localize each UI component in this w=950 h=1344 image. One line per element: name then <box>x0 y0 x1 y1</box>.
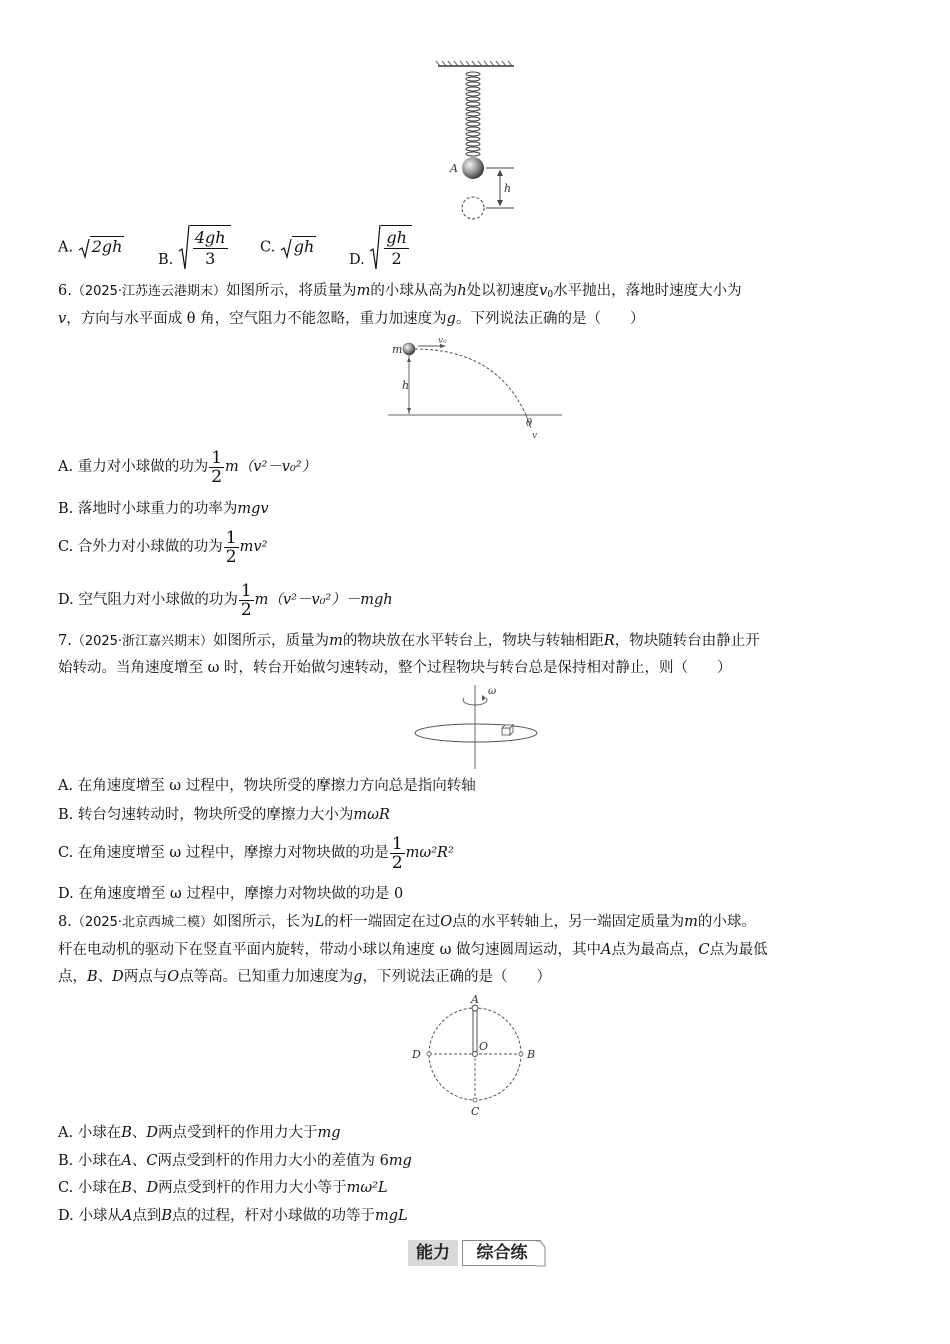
circle-rod-figure <box>408 992 548 1120</box>
q7-stem-line1: 7.（2025·浙江嘉兴期末）如图所示，质量为m的物块放在水平转台上，物块与转轴相距R，物块随转台由静止开 <box>58 633 760 649</box>
spring-ball-figure <box>430 60 530 222</box>
q7-option-c[interactable]: C. 在角速度增至 ω 过程中，摩擦力对物块做的功是 $\frac{1}{2}$ mω²R² <box>58 833 454 873</box>
section-badge-right: 综合练 <box>462 1240 541 1266</box>
q7-source: （2025·浙江嘉兴期末） <box>71 634 214 649</box>
q5-option-b[interactable]: B. $\frac{4gh}{3}$ <box>158 223 231 271</box>
fraction-half: $\frac{1}{2}$ <box>211 447 223 487</box>
label-v0: v₀ <box>438 336 447 346</box>
q7-option-b[interactable]: B. 转台匀速转动时，物块所受的摩擦力大小为mωR <box>58 807 390 823</box>
q6-option-d[interactable]: D. 空气阻力对小球做的功为 $\frac{1}{2}$ m（v²－v₀²）－mgh <box>58 580 393 620</box>
q6-option-a[interactable]: A. 重力对小球做的功为 $\frac{1}{2}$ m（v²－v₀²） <box>58 447 317 487</box>
q8-stem-line2: 杆在电动机的驱动下在竖直平面内旋转，带动小球以角速度 ω 做匀速圆周运动，其中A点为最高点，C点为最低 <box>58 942 768 958</box>
q7-option-a[interactable]: A. 在角速度增至 ω 过程中，物块所受的摩擦力方向总是指向转轴 <box>58 778 476 794</box>
projectile-figure <box>386 334 566 444</box>
section-badge <box>408 1238 546 1268</box>
label-o: O <box>479 1040 489 1053</box>
turntable-figure <box>412 683 542 773</box>
q8-option-c[interactable]: C. 小球在B、D两点受到杆的作用力大小等于mω²L <box>58 1180 388 1196</box>
label-b: B <box>527 1048 536 1061</box>
q8-stem-line1: 8.（2025·北京西城二模）如图所示，长为L的杆一端固定在过O点的水平转轴上，另一端固定质量为m的小球。 <box>58 914 756 930</box>
fraction-half: $\frac{1}{2}$ <box>240 580 252 620</box>
label-a: A <box>471 993 479 1006</box>
label-m: m <box>392 343 403 356</box>
q7-stem-line2: 始转动。当角速度增至 ω 时，转台开始做匀速转动，整个过程物块与转台总是保持相对静止，则（ ） <box>58 660 732 676</box>
label-d: D <box>412 1048 421 1061</box>
q6-option-c[interactable]: C. 合外力对小球做的功为 $\frac{1}{2}$ mv² <box>58 527 268 567</box>
q7-option-d[interactable]: D. 在角速度增至 ω 过程中，摩擦力对物块做的功是 0 <box>58 886 404 902</box>
label-c: C <box>471 1105 480 1118</box>
q5-option-c[interactable]: C. gh <box>260 237 315 256</box>
q8-source: （2025·北京西城二模） <box>71 915 214 930</box>
label-h: h <box>504 182 512 195</box>
label-a: A <box>450 162 458 175</box>
label-theta: θ <box>526 418 533 429</box>
q6-source: （2025·江苏连云港期末） <box>71 284 227 299</box>
q8-option-b[interactable]: B. 小球在A、C两点受到杆的作用力大小的差值为 6mg <box>58 1153 412 1169</box>
label-omega: ω <box>488 686 497 697</box>
q6-stem-line1: 6.（2025·江苏连云港期末）如图所示，将质量为m的小球从高为h处以初速度$v_0$水平抛出，落地时速度大小为 <box>58 283 742 300</box>
section-badge-left: 能力 <box>408 1240 458 1266</box>
q6-stem-line2: v，方向与水平面成 θ 角，空气阻力不能忽略，重力加速度为g。下列说法正确的是（ ） <box>58 311 645 327</box>
q8-stem-line3: 点，B、D两点与O点等高。已知重力加速度为g，下列说法正确的是（ ） <box>58 969 551 985</box>
q8-option-a[interactable]: A. 小球在B、D两点受到杆的作用力大于mg <box>58 1125 341 1141</box>
q8-option-d[interactable]: D. 小球从A点到B点的过程，杆对小球做的功等于mgL <box>58 1208 408 1224</box>
q5-option-d[interactable]: D. $\frac{gh}{2}$ <box>349 223 412 271</box>
label-h: h <box>402 379 410 392</box>
fraction-half: $\frac{1}{2}$ <box>391 833 403 873</box>
label-v: v <box>532 431 538 441</box>
fraction-half: $\frac{1}{2}$ <box>225 527 237 567</box>
q6-option-b[interactable]: B. 落地时小球重力的功率为mgv <box>58 501 269 517</box>
q5-option-a[interactable]: A. 2gh <box>58 237 123 256</box>
